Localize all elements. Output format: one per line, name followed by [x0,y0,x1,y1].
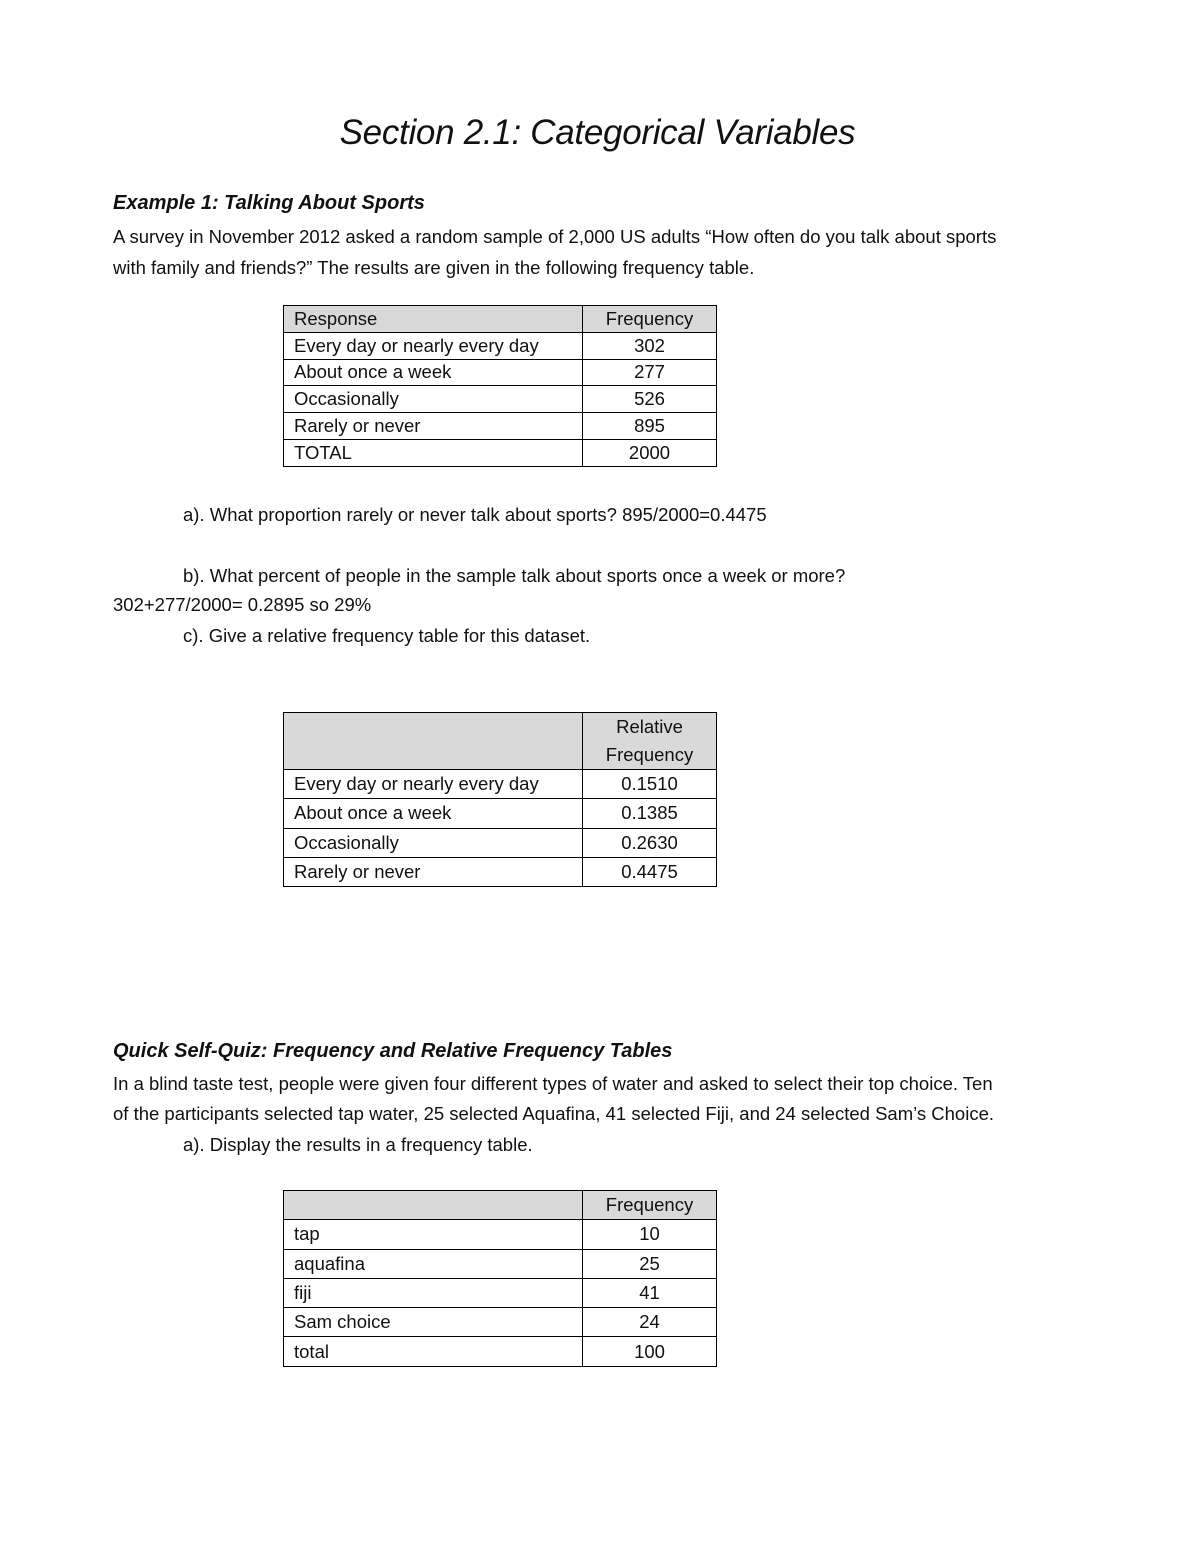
example-1-intro-line-1: A survey in November 2012 asked a random sample of 2,000 US adults “How often do you talk about sports [113,226,997,247]
relative-frequency-table [283,712,717,887]
water-type-cell: aquafina [284,1249,583,1278]
water-type-cell: tap [284,1220,583,1249]
example-1-heading: Example 1: Talking About Sports [113,192,425,214]
quiz-intro-line-2: of the participants selected tap water, 25 selected Aquafina, 41 selected Fiji, and 24 selected Sam’s Choice. [113,1103,994,1124]
water-type-cell: Sam choice [284,1308,583,1337]
response-cell: Every day or nearly every day [284,332,583,359]
table-row [284,1337,717,1366]
relative-frequency-cell: 0.1510 [583,770,717,799]
table-row [284,857,717,886]
response-cell: About once a week [284,799,583,828]
frequency-cell: 526 [583,386,717,413]
question-b: b). What percent of people in the sample talk about sports once a week or more? [183,565,846,586]
frequency-cell: 277 [583,359,717,386]
frequency-cell: 10 [583,1220,717,1249]
water-type-cell: total [284,1337,583,1366]
header-blank [284,713,583,770]
question-a: a). What proportion rarely or never talk about sports? 895/2000=0.4475 [183,504,767,525]
header-blank [284,1191,583,1220]
frequency-cell: 100 [583,1337,717,1366]
frequency-cell: 41 [583,1278,717,1307]
quiz-frequency-table [283,1190,717,1367]
relative-frequency-cell: 0.4475 [583,857,717,886]
header-relative-frequency [583,713,717,770]
frequency-cell: 2000 [583,439,717,466]
table-row [284,413,717,440]
header-response: Response [284,306,583,333]
table-header-row [284,1191,717,1220]
relative-frequency-cell: 0.2630 [583,828,717,857]
water-type-cell: fiji [284,1278,583,1307]
table-row [284,359,717,386]
table-row [284,770,717,799]
response-cell: About once a week [284,359,583,386]
quiz-question-a: a). Display the results in a frequency table. [183,1134,533,1155]
quiz-heading: Quick Self-Quiz: Frequency and Relative Frequency Tables [113,1040,673,1062]
response-cell: Every day or nearly every day [284,770,583,799]
table-row [284,386,717,413]
response-cell: TOTAL [284,439,583,466]
table-row [284,1278,717,1307]
response-cell: Rarely or never [284,857,583,886]
frequency-cell: 302 [583,332,717,359]
table-row [284,439,717,466]
header-line-1: Relative [616,716,683,737]
table-row [284,828,717,857]
table-row [284,1249,717,1278]
frequency-table [283,305,717,467]
table-header-row [284,713,717,770]
response-cell: Occasionally [284,828,583,857]
frequency-cell: 25 [583,1249,717,1278]
quiz-intro-line-1: In a blind taste test, people were given four different types of water and asked to select their top choice. Ten [113,1073,993,1094]
response-cell: Occasionally [284,386,583,413]
frequency-cell: 895 [583,413,717,440]
relative-frequency-cell: 0.1385 [583,799,717,828]
table-row [284,1308,717,1337]
question-c: c). Give a relative frequency table for this dataset. [183,625,591,646]
table-header-row [284,306,717,333]
table-row [284,1220,717,1249]
response-cell: Rarely or never [284,413,583,440]
example-1-intro-line-2: with family and friends?” The results are given in the following frequency table. [113,257,755,278]
header-frequency: Frequency [583,306,717,333]
table-row [284,332,717,359]
header-line-2: Frequency [605,744,694,765]
header-frequency: Frequency [583,1191,717,1220]
table-row [284,799,717,828]
frequency-cell: 24 [583,1308,717,1337]
page-title: Section 2.1: Categorical Variables [339,113,856,152]
question-b-answer: 302+277/2000= 0.2895 so 29% [113,594,372,615]
